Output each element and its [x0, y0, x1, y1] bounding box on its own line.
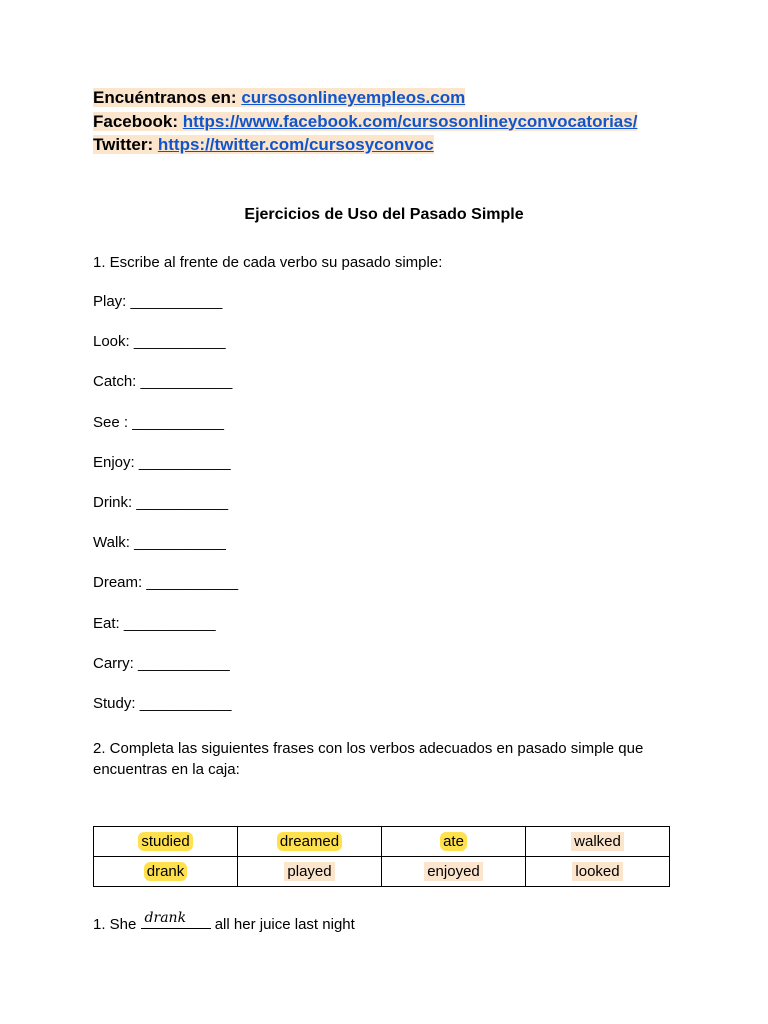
verb-item-catch: Catch: ___________ [93, 373, 233, 391]
sentence-1-end: all her juice last night [210, 916, 355, 933]
exercise1-instruction: 1. Escribe al frente de cada verbo su pasado simple: [93, 254, 443, 271]
facebook-label: Facebook: [93, 111, 183, 131]
twitter-line [93, 133, 637, 157]
table-cell [94, 827, 238, 857]
verb-item-see: See : ___________ [93, 413, 224, 431]
verb-item-play: Play: ___________ [93, 293, 223, 310]
shaded-word: played [284, 862, 334, 881]
verb-item-carry: Carry: ___________ [93, 654, 230, 672]
find-us-label: Encuéntranos en: [93, 88, 242, 107]
table-row [94, 857, 670, 887]
verb-item-eat: Eat: ___________ [93, 614, 216, 632]
table-cell [526, 857, 670, 887]
page-title: Ejercicios de Uso del Pasado Simple [244, 206, 524, 223]
twitter-link[interactable]: https://twitter.com/cursosyconvoc [157, 135, 434, 154]
verb-box-table [93, 826, 670, 887]
verb-item-enjoy: Enjoy: ___________ [93, 453, 231, 471]
verb-list [93, 293, 238, 735]
facebook-link[interactable]: https://www.facebook.com/cursosonlineyconvocatorias/ [182, 111, 638, 131]
find-us-line [93, 86, 637, 110]
find-us-highlight [93, 88, 465, 107]
twitter-label: Twitter: [93, 135, 158, 154]
highlighted-word: ate [440, 832, 467, 851]
verb-item-look: Look: ___________ [93, 333, 226, 351]
shaded-word: enjoyed [424, 862, 483, 881]
table-cell [382, 857, 526, 887]
table-cell [526, 827, 670, 857]
verb-item-drink: Drink: ___________ [93, 493, 229, 511]
website-link[interactable]: cursosonlineyempleos.com [241, 88, 466, 107]
verb-item-dream: Dream: ___________ [93, 574, 239, 592]
verb-item-walk: Walk: ___________ [93, 534, 226, 552]
sentence-1-start: 1. She [93, 916, 141, 933]
facebook-highlight [93, 112, 637, 131]
table-cell [382, 827, 526, 857]
shaded-word: walked [571, 832, 624, 851]
table-row [94, 827, 670, 857]
handwritten-answer: drank [144, 910, 187, 926]
exercise2-instruction: 2. Completa las siguientes frases con los verbos adecuados en pasado simple que encuentras en la caja: [93, 740, 644, 778]
answer-blank[interactable] [141, 912, 211, 929]
twitter-highlight [93, 135, 434, 154]
contact-header [93, 86, 637, 157]
sentence-1 [93, 912, 355, 933]
table-cell [94, 857, 238, 887]
table-cell [238, 857, 382, 887]
table-cell [238, 827, 382, 857]
shaded-word: looked [572, 862, 622, 881]
highlighted-word: studied [138, 832, 192, 851]
highlighted-word: dreamed [277, 832, 342, 851]
verb-item-study: Study: ___________ [93, 694, 232, 712]
highlighted-word: drank [144, 862, 188, 881]
facebook-line [93, 110, 637, 134]
